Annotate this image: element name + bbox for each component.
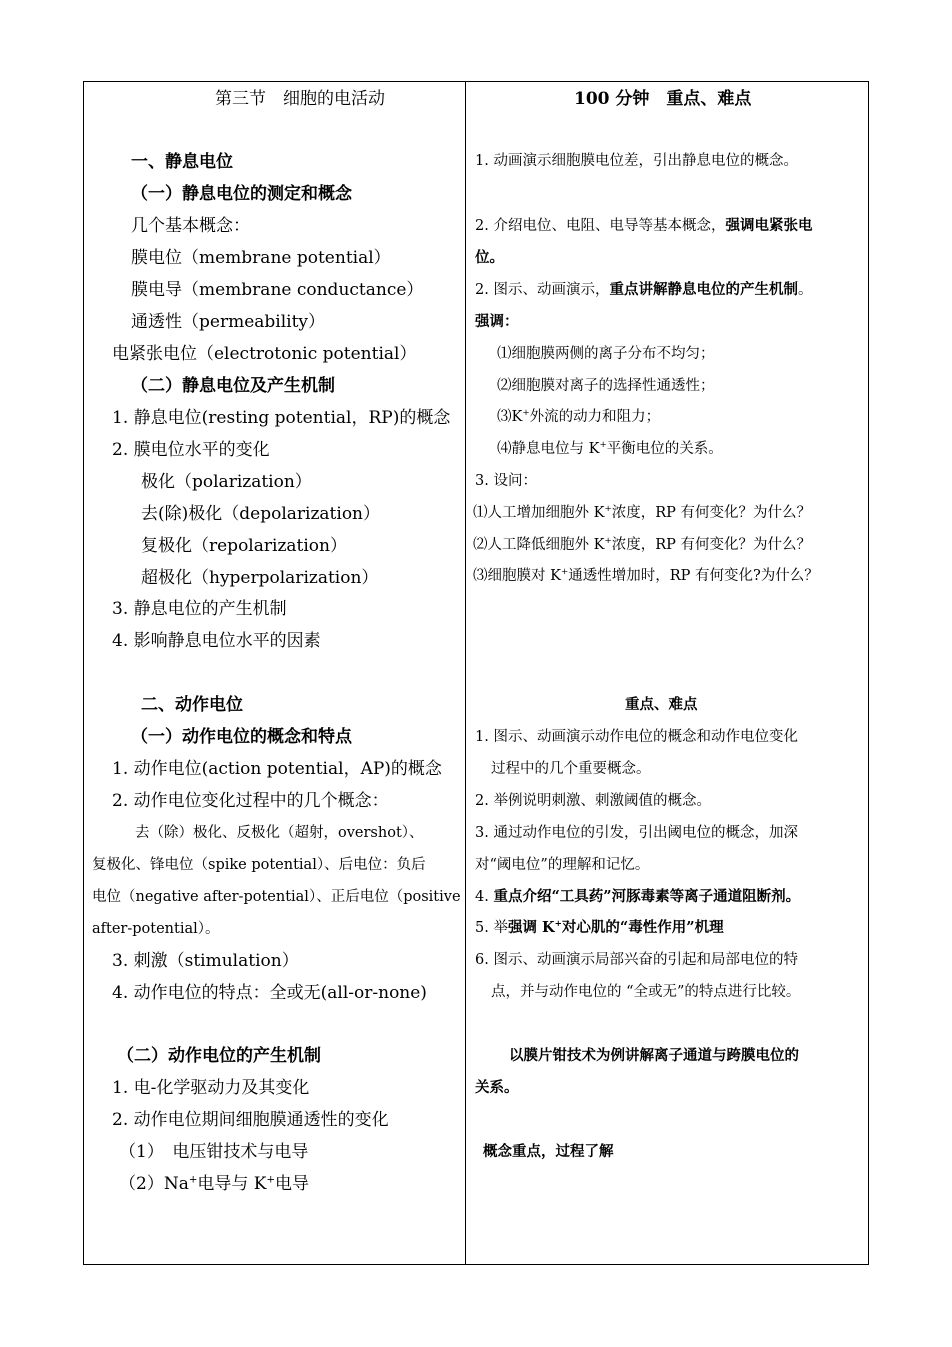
list-item-mech-2-2: （2）Na+电导与 K+电导 (119, 1174, 310, 1194)
emphasis-label: 强调： (475, 313, 519, 330)
note-2: 2. 介绍电位、电阻、电导等基本概念，强调电紧张电 (475, 217, 813, 234)
concept-note: 概念重点，过程了解 (483, 1143, 614, 1160)
heading-action-potential: 二、动作电位 (141, 695, 243, 715)
patch-clamp-note: 以膜片钳技术为例讲解离子通道与跨膜电位的 (509, 1047, 799, 1064)
question-2: ⑵人工降低细胞外 K+浓度，RP 有何变化？为什么？ (473, 536, 812, 553)
text-ap-detail-4: after-potential）。 (92, 921, 220, 937)
emphasis-item-2: ⑵细胞膜对离子的选择性通透性； (497, 378, 715, 394)
list-item-mech-2-1: （1） 电压钳技术与电导 (119, 1142, 309, 1162)
text-polarization: 极化（polarization） (141, 472, 312, 492)
subheading-rp-measurement: （一）静息电位的测定和概念 (131, 184, 352, 204)
note-3: 2. 图示、动画演示，重点讲解静息电位的产生机制。 (475, 281, 813, 298)
subheading-rp-mechanism: （二）静息电位及产生机制 (131, 376, 335, 396)
note-2-cont: 位。 (475, 249, 504, 266)
point-1: 1. 图示、动画演示动作电位的概念和动作电位变化 (475, 729, 798, 745)
text-ap-detail-1: 去（除）极化、反极化（超射，overshot）、 (135, 825, 424, 841)
list-item-rp-3: 3. 静息电位的产生机制 (112, 599, 287, 619)
point-1-cont: 过程中的几个重要概念。 (491, 761, 651, 777)
point-3-cont: 对“阈电位”的理解和记忆。 (475, 857, 650, 873)
list-item-ap-1: 1. 动作电位(action potential，AP)的概念 (112, 759, 442, 779)
note-1: 1. 动画演示细胞膜电位差，引出静息电位的概念。 (475, 153, 798, 169)
point-5: 5. 举强调 K+对心肌的“毒性作用”机理 (475, 919, 724, 936)
text-basic-concepts: 几个基本概念： (131, 216, 250, 236)
emphasis-item-4: ⑷静息电位与 K+平衡电位的关系。 (497, 440, 723, 457)
list-item-ap-3: 3. 刺激（stimulation） (112, 951, 299, 971)
point-2: 2. 举例说明刺激、刺激阈值的概念。 (475, 793, 711, 809)
list-item-rp-4: 4. 影响静息电位水平的因素 (112, 631, 321, 651)
point-4: 4. 重点介绍“工具药”河豚毒素等离子通道阻断剂。 (475, 888, 801, 905)
text-repolarization: 复极化（repolarization） (141, 536, 347, 556)
text-membrane-conductance: 膜电导（membrane conductance） (131, 280, 424, 300)
list-item-ap-2: 2. 动作电位变化过程中的几个概念： (112, 791, 389, 811)
heading-resting-potential: 一、静息电位 (131, 152, 233, 172)
right-section2-title: 重点、难点 (625, 696, 698, 713)
question-1: ⑴人工增加细胞外 K+浓度，RP 有何变化？为什么？ (473, 504, 812, 521)
point-6: 6. 图示、动画演示局部兴奋的引起和局部电位的特 (475, 952, 798, 968)
column-divider (465, 81, 466, 1265)
text-depolarization: 去(除)极化（depolarization） (141, 504, 381, 524)
point-6-cont: 点，并与动作电位的 “全或无”的特点进行比较。 (491, 984, 801, 1000)
emphasis-item-1: ⑴细胞膜两侧的离子分布不均匀； (497, 346, 715, 362)
list-item-ap-4: 4. 动作电位的特点：全或无(all-or-none) (112, 983, 427, 1003)
list-item-rp-2: 2. 膜电位水平的变化 (112, 440, 270, 460)
question-3: ⑶细胞膜对 K+通透性增加时，RP 有何变化?为什么？ (473, 567, 819, 584)
right-header: 100 分钟 重点、难点 (574, 89, 752, 109)
text-permeability: 通透性（permeability） (131, 312, 326, 332)
point-3: 3. 通过动作电位的引发，引出阈电位的概念，加深 (475, 825, 798, 841)
subheading-ap-mechanism: （二）动作电位的产生机制 (117, 1046, 321, 1066)
section-title: 第三节 细胞的电活动 (215, 89, 385, 109)
text-electrotonic: 电紧张电位（electrotonic potential） (112, 344, 417, 364)
text-membrane-potential: 膜电位（membrane potential） (131, 248, 391, 268)
list-item-mech-2: 2. 动作电位期间细胞膜通透性的变化 (112, 1110, 389, 1130)
text-ap-detail-2: 复极化、锋电位（spike potential）、后电位：负后 (92, 857, 426, 873)
text-ap-detail-3: 电位（negative after-potential）、正后电位（positive (92, 889, 461, 905)
question-header: 3. 设问： (475, 473, 537, 489)
emphasis-item-3: ⑶K+外流的动力和阻力； (497, 408, 661, 425)
patch-clamp-note-cont: 关系。 (475, 1079, 519, 1096)
list-item-mech-1: 1. 电-化学驱动力及其变化 (112, 1078, 310, 1098)
text-hyperpolarization: 超极化（hyperpolarization） (141, 568, 379, 588)
subheading-ap-concept: （一）动作电位的概念和特点 (131, 727, 352, 747)
list-item-rp-1: 1. 静息电位(resting potential，RP)的概念 (112, 408, 451, 428)
